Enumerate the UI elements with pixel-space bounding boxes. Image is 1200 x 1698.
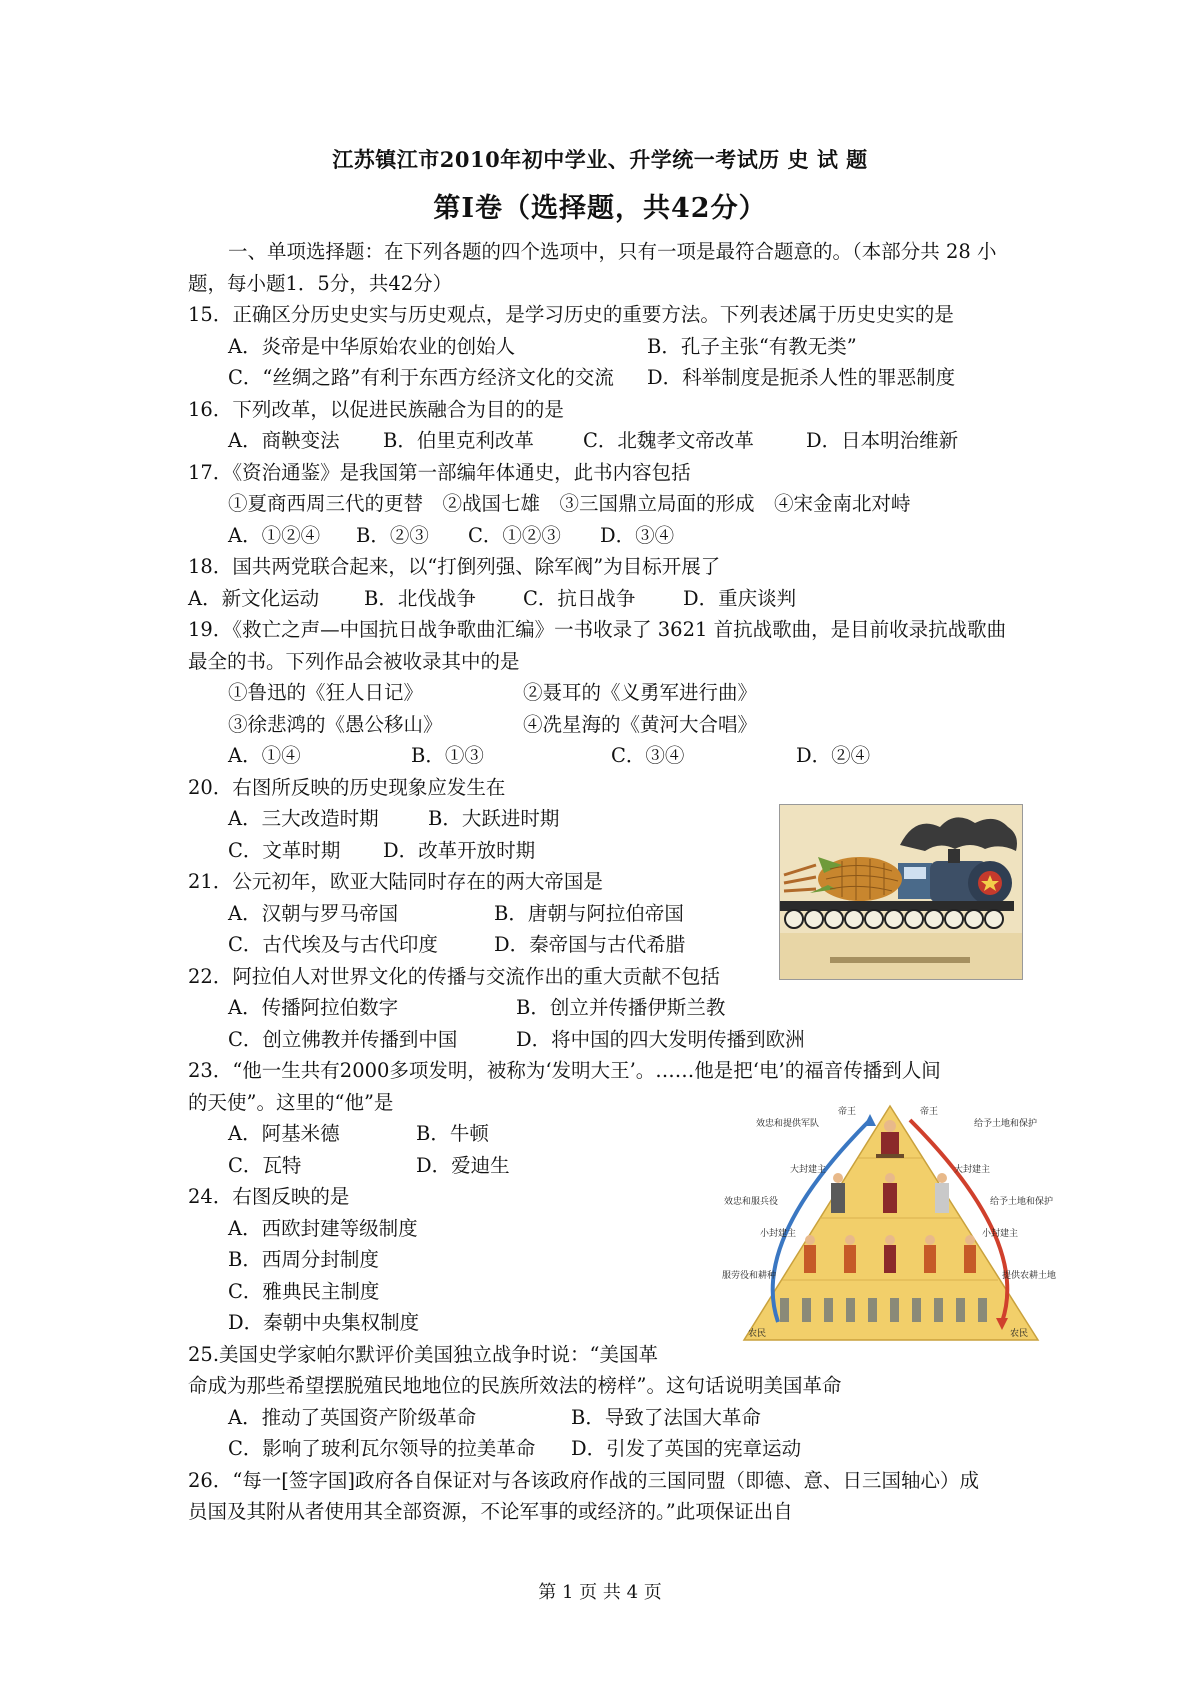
- q17-option-c: C．①②③: [468, 523, 561, 547]
- exam-title: 江苏镇江市2010年初中学业、升学统一考试历 史 试 题: [332, 147, 868, 172]
- q25-option-b: B．导致了法国大革命: [571, 1405, 761, 1429]
- q17-items: ①夏商西周三代的更替 ②战国七雄 ③三国鼎立局面的形成 ④宋金南北对峙: [228, 492, 911, 515]
- q25-stem-2: 命成为那些希望摆脱殖民地地位的民族所效法的榜样”。这句话说明美国革命: [188, 1374, 842, 1397]
- pyramid-label-small-lord-right: 小封建主: [982, 1229, 1019, 1239]
- q23-option-b: B．牛顿: [416, 1122, 489, 1145]
- q15-option-d: D．科举制度是扼杀人性的罪恶制度: [647, 366, 956, 389]
- q26-stem-2: 员国及其附从者使用其全部资源，不论军事的或经济的。”此项保证出自: [188, 1500, 793, 1523]
- pyramid-label-right-bottom: 提供农耕土地: [1002, 1271, 1057, 1281]
- q15-option-a: A．炎帝是中华原始农业的创始人: [228, 334, 516, 358]
- q24-option-d: D．秦朝中央集权制度: [228, 1311, 420, 1334]
- q19-stem-2: 最全的书。下列作品会被收录其中的是: [188, 649, 520, 673]
- q21-option-c: C．古代埃及与古代印度: [228, 933, 438, 956]
- pyramid-label-great-lord-left: 大封建主: [790, 1165, 827, 1175]
- q19-item-3: ③徐悲鸿的《愚公移山》: [228, 712, 443, 736]
- q22-option-c: C．创立佛教并传播到中国: [228, 1027, 458, 1051]
- q24-stem: 24．右图反映的是: [188, 1185, 350, 1208]
- pyramid-label-king-right: 帝王: [920, 1107, 939, 1117]
- feudal-pyramid-figure: [720, 1100, 1060, 1350]
- q24-option-b: B．西周分封制度: [228, 1248, 379, 1271]
- pyramid-label-right-mid: 给予土地和保护: [990, 1197, 1054, 1207]
- q23-option-c: C．瓦特: [228, 1153, 302, 1177]
- pyramid-label-small-lord-left: 小封建主: [760, 1229, 797, 1239]
- q15-options-cd: [188, 362, 1063, 394]
- pyramid-label-right-top: 给予土地和保护: [974, 1119, 1038, 1129]
- section-title: 第Ⅰ卷（选择题，共42分）: [433, 193, 767, 224]
- pyramid-label-great-lord-right: 大封建主: [954, 1165, 991, 1175]
- q23-option-a: A．阿基米德: [228, 1122, 340, 1145]
- q18-option-c: C．抗日战争: [523, 586, 636, 610]
- q19-option-d: D．②④: [796, 744, 871, 767]
- q25-options-ab: [188, 1402, 1063, 1434]
- q22-option-a: A．传播阿拉伯数字: [228, 996, 399, 1019]
- q19-items-34: [188, 709, 1063, 741]
- q21-option-a: A．汉朝与罗马帝国: [228, 901, 399, 925]
- q18-option-a: A．新文化运动: [188, 586, 320, 610]
- q21-stem: 21．公元初年，欧亚大陆同时存在的两大帝国是: [188, 870, 603, 893]
- q16-options: [188, 425, 1063, 457]
- q20-option-b: B．大跃进时期: [428, 807, 560, 830]
- pyramid-label-left-bottom: 服劳役和耕种: [722, 1271, 777, 1281]
- q17-option-d: D．③④: [600, 523, 675, 547]
- q15-option-c: C．“丝绸之路”有利于东西方经济文化的交流: [228, 366, 614, 389]
- q16-option-b: B．伯里克利改革: [383, 429, 534, 452]
- q22-options-ab: [188, 992, 1063, 1024]
- q25-stem-1: 25.美国史学家帕尔默评价美国独立战争时说：“美国革: [188, 1342, 658, 1366]
- q18-stem: 18．国共两党联合起来，以“打倒列强、除军阀”为目标开展了: [188, 555, 721, 578]
- q18-option-b: B．北伐战争: [364, 586, 476, 610]
- pyramid-label-peasant-left: 农民: [748, 1329, 767, 1339]
- q17-options: [188, 520, 1063, 552]
- pyramid-label-peasant-right: 农民: [1010, 1329, 1029, 1339]
- q22-stem: 22．阿拉伯人对世界文化的传播与交流作出的重大贡献不包括: [188, 964, 720, 988]
- q18-option-d: D．重庆谈判: [683, 586, 797, 610]
- q25-options-cd: [188, 1433, 1063, 1465]
- q19-item-4: ④冼星海的《黄河大合唱》: [523, 712, 758, 736]
- q18-options: [188, 583, 1063, 615]
- q16-stem: 16．下列改革，以促进民族融合为目的的是: [188, 397, 564, 421]
- q25-option-a: A．推动了英国资产阶级革命: [228, 1405, 477, 1429]
- q16-option-c: C．北魏孝文帝改革: [583, 429, 754, 452]
- q20-option-a: A．三大改造时期: [228, 807, 379, 830]
- intro-line-2: 题，每小题1．5分，共42分）: [188, 271, 453, 295]
- q16-option-d: D．日本明治维新: [806, 429, 959, 452]
- q20-option-c: C．文革时期: [228, 838, 341, 862]
- q16-option-a: A．商鞅变法: [228, 429, 340, 452]
- q23-stem-2: 的天使”。这里的“他”是: [188, 1090, 394, 1114]
- q23-option-d: D．爱迪生: [416, 1153, 510, 1177]
- q17-stem: 17．《资治通鉴》是我国第一部编年体通史，此书内容包括: [188, 460, 691, 484]
- q19-option-b: B．①③: [411, 744, 484, 767]
- q21-option-b: B．唐朝与阿拉伯帝国: [494, 901, 684, 925]
- q25-option-c: C．影响了玻利瓦尔领导的拉美革命: [228, 1437, 536, 1460]
- q21-option-d: D．秦帝国与古代希腊: [494, 933, 686, 956]
- intro-line-1: 一、单项选择题：在下列各题的四个选项中，只有一项是最符合题意的。（本部分共 28 小: [228, 240, 997, 263]
- q24-option-a: A．西欧封建等级制度: [228, 1216, 418, 1240]
- train-cartoon-drawing: [780, 805, 1022, 979]
- q19-stem-1: 19．《救亡之声—中国抗日战争歌曲汇编》一书收录了 3621 首抗战歌曲，是目前收录抗战歌曲: [188, 618, 1007, 641]
- q19-options: [188, 740, 1063, 772]
- page-footer: 第 1 页 共 4 页: [538, 1582, 662, 1603]
- q19-option-c: C．③④: [611, 744, 685, 767]
- q20-stem: 20．右图所反映的历史现象应发生在: [188, 775, 506, 799]
- q19-items-12: [188, 677, 1063, 709]
- q17-option-a: A．①②④: [228, 523, 321, 547]
- q22-option-d: D．将中国的四大发明传播到欧洲: [516, 1027, 805, 1051]
- q19-item-1: ①鲁迅的《狂人日记》: [228, 681, 424, 704]
- feudal-pyramid-drawing: [720, 1100, 1060, 1350]
- q17-option-b: B．②③: [356, 523, 429, 547]
- q22-option-b: B．创立并传播伊斯兰教: [516, 996, 726, 1019]
- q19-item-2: ②聂耳的《义勇军进行曲》: [523, 681, 758, 704]
- pyramid-label-king-left: 帝王: [838, 1107, 857, 1117]
- q20-option-d: D．改革开放时期: [383, 838, 536, 862]
- q15-stem: 15．正确区分历史史实与历史观点，是学习历史的重要方法。下列表述属于历史史实的是: [188, 303, 954, 326]
- pyramid-label-left-mid: 效忠和服兵役: [724, 1197, 779, 1207]
- q23-stem-1: 23．“他一生共有2000多项发明，被称为‘发明大王’。……他是把‘电’的福音传播到人间: [188, 1059, 941, 1082]
- train-cartoon-figure: [779, 804, 1023, 980]
- q24-option-c: C．雅典民主制度: [228, 1279, 380, 1303]
- pyramid-label-left-top: 效忠和提供军队: [756, 1119, 820, 1129]
- q15-options-ab: [188, 331, 1063, 363]
- q26-stem-1: 26．“每一[签字国]政府各自保证对与各该政府作战的三国同盟（即德、意、日三国轴心）成: [188, 1468, 979, 1492]
- q15-option-b: B．孔子主张“有教无类”: [647, 334, 857, 358]
- q22-options-cd: [188, 1024, 1063, 1056]
- q19-option-a: A．①④: [228, 744, 301, 767]
- q25-option-d: D．引发了英国的宪章运动: [571, 1437, 802, 1460]
